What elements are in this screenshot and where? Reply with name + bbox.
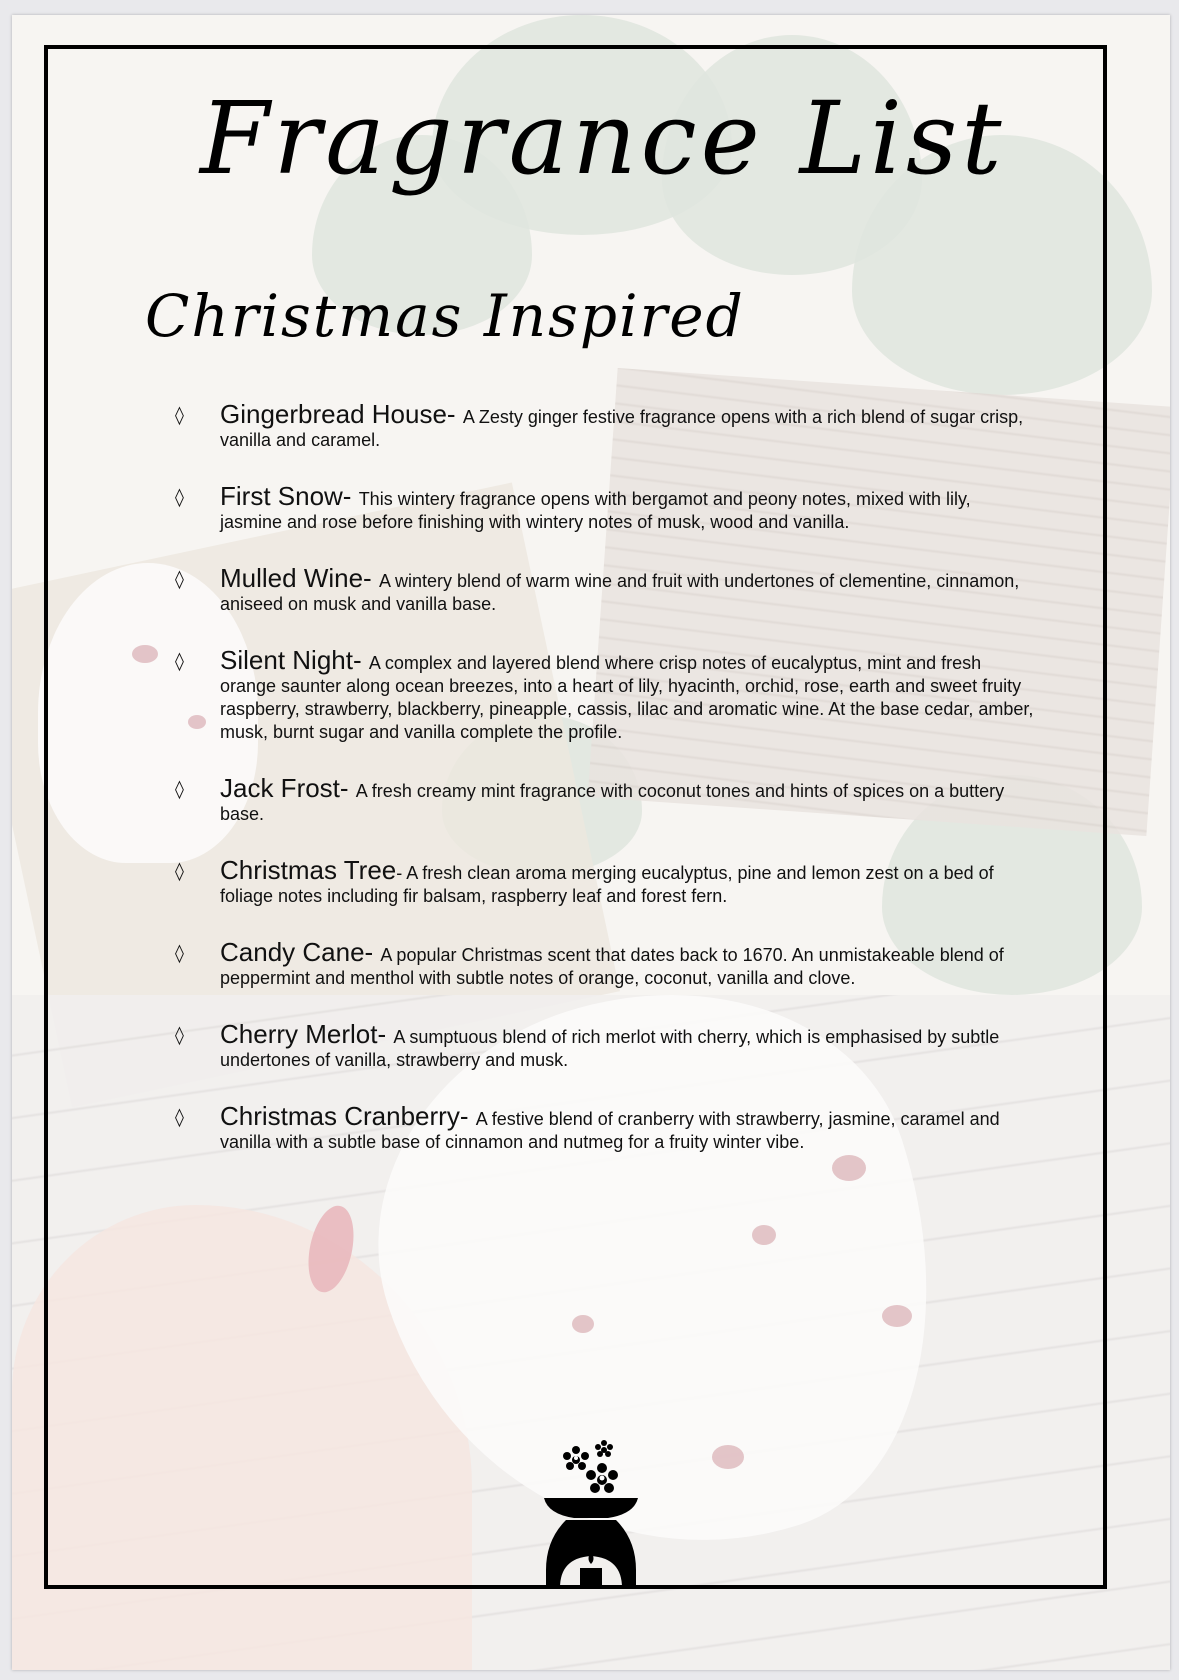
fragrance-name: Christmas Tree <box>220 855 397 885</box>
diamond-bullet-icon: ◊ <box>175 1107 184 1128</box>
fragrance-name: Candy Cane- <box>220 937 381 967</box>
fragrance-name: Jack Frost- <box>220 773 356 803</box>
fragrance-description: A sumptuous blend of rich merlot with cherry, which is emphasised by subtle undertones of vanilla, strawberry and musk. <box>220 1027 1000 1070</box>
diamond-bullet-icon: ◊ <box>175 487 184 508</box>
diamond-bullet-icon: ◊ <box>175 569 184 590</box>
diamond-bullet-icon: ◊ <box>175 943 184 964</box>
fragrance-description: A festive blend of cranberry with strawberry, jasmine, caramel and vanilla with a subtle base of cinnamon and nutmeg for a fruity winter vibe. <box>220 1109 1000 1152</box>
fragrance-item <box>175 774 1035 826</box>
fragrance-name: Silent Night- <box>220 645 369 675</box>
fragrance-name: First Snow- <box>220 481 359 511</box>
fragrance-item <box>175 1020 1035 1072</box>
diamond-bullet-icon: ◊ <box>175 651 184 672</box>
fragrance-item <box>175 400 1035 452</box>
fragrance-description: A fresh creamy mint fragrance with coconut tones and hints of spices on a buttery base. <box>220 781 1005 824</box>
fragrance-name: Mulled Wine- <box>220 563 379 593</box>
page-title: Fragrance List <box>200 80 1006 197</box>
fragrance-description: A Zesty ginger festive fragrance opens with a rich blend of sugar crisp, vanilla and caramel. <box>220 407 1024 450</box>
fragrance-item <box>175 646 1035 744</box>
fragrance-name: Christmas Cranberry- <box>220 1101 476 1131</box>
fragrance-item <box>175 564 1035 616</box>
section-subtitle: Christmas Inspired <box>145 282 745 350</box>
fragrance-description: A popular Christmas scent that dates back to 1670. An unmistakeable blend of peppermint and menthol with subtle notes of orange, coconut, vanilla and clove. <box>220 945 1004 988</box>
fragrance-item <box>175 856 1035 908</box>
diamond-bullet-icon: ◊ <box>175 1025 184 1046</box>
fragrance-name: Cherry Merlot- <box>220 1019 394 1049</box>
fragrance-item <box>175 1102 1035 1154</box>
diamond-bullet-icon: ◊ <box>175 861 184 882</box>
oil-burner-icon <box>536 1440 646 1590</box>
diamond-bullet-icon: ◊ <box>175 405 184 426</box>
fragrance-description: A complex and layered blend where crisp notes of eucalyptus, mint and fresh orange saunter along ocean breezes, into a heart of lily, hyacinth, orchid, rose, earth and sweet fruity raspberry, strawberry, blackberry, pineapple, cassis, lilac and aromatic wine. At the base cedar, amber, musk, burnt sugar and vanilla complete the profile. <box>220 653 1034 742</box>
diamond-bullet-icon: ◊ <box>175 779 184 800</box>
fragrance-list <box>175 400 1035 1184</box>
fragrance-description: - A fresh clean aroma merging eucalyptus, pine and lemon zest on a bed of foliage notes including fir balsam, raspberry leaf and forest fern. <box>220 863 994 906</box>
fragrance-description: A wintery blend of warm wine and fruit with undertones of clementine, cinnamon, aniseed on musk and vanilla base. <box>220 571 1020 614</box>
fragrance-name: Gingerbread House- <box>220 399 463 429</box>
fragrance-item <box>175 938 1035 990</box>
fragrance-description: This wintery fragrance opens with bergamot and peony notes, mixed with lily, jasmine and rose before finishing with wintery notes of musk, wood and vanilla. <box>220 489 971 532</box>
fragrance-item <box>175 482 1035 534</box>
